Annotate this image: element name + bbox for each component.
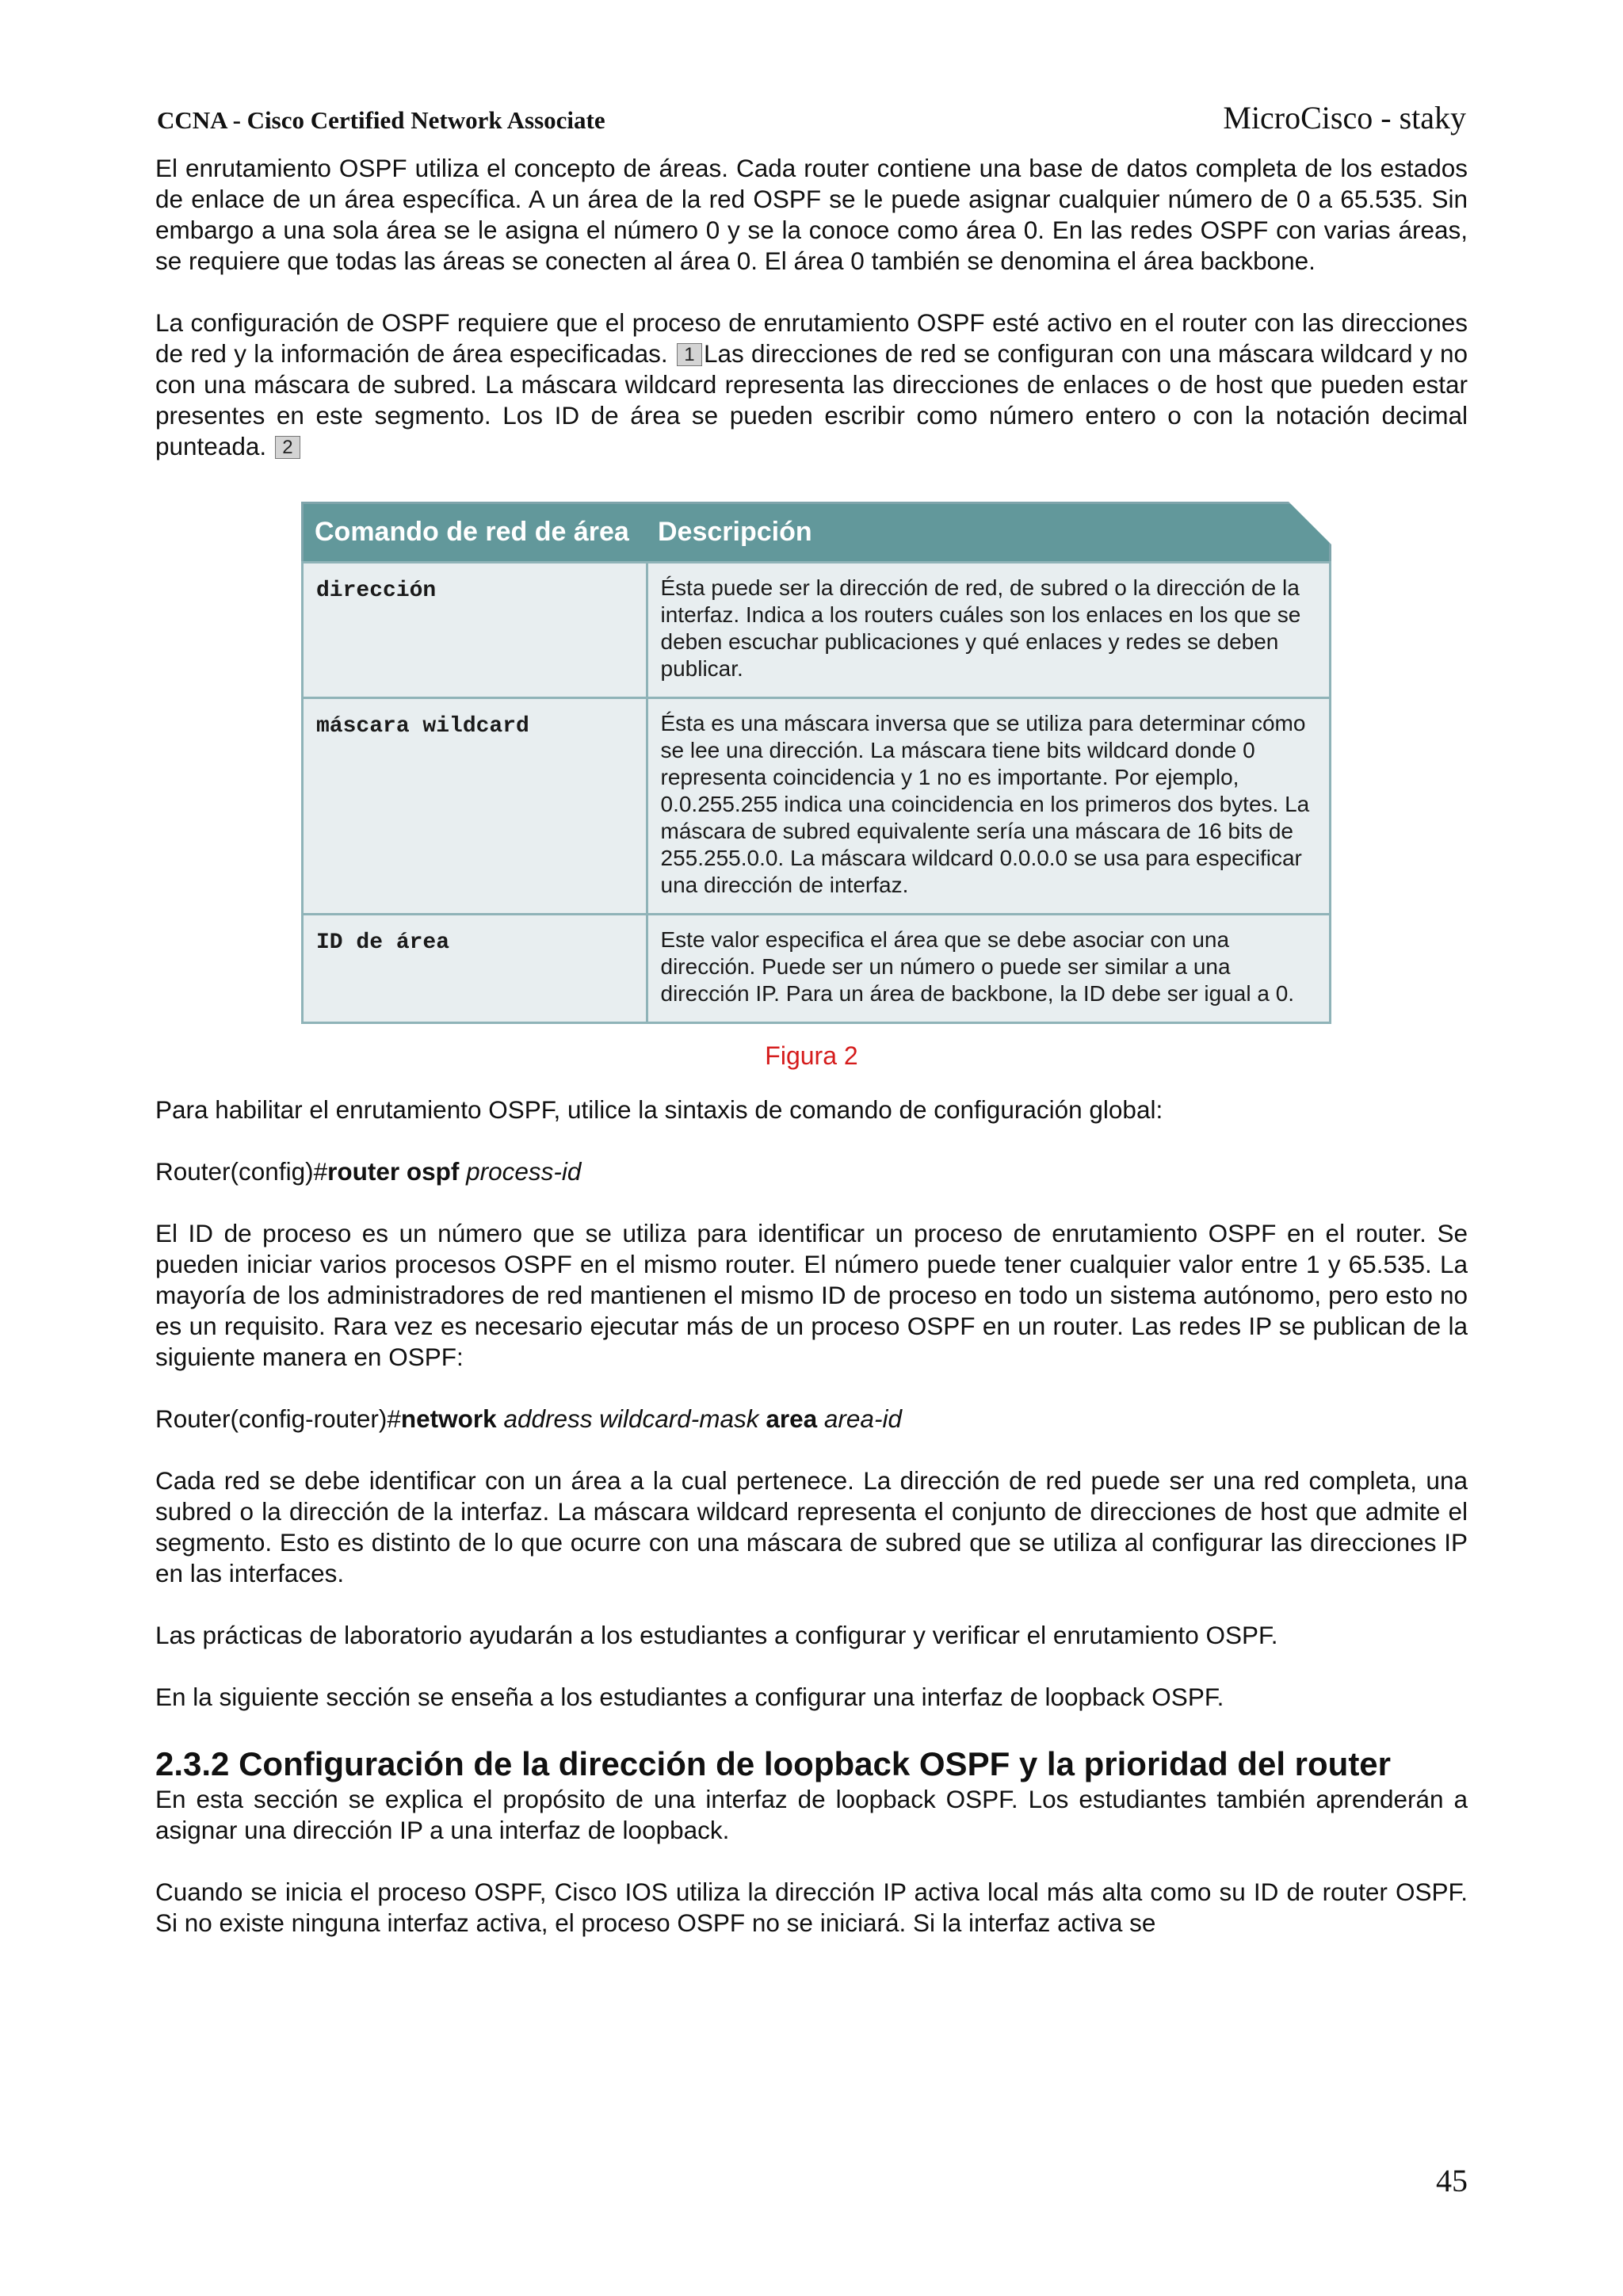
page-header bbox=[157, 94, 1466, 141]
command-keyword: area bbox=[766, 1404, 818, 1433]
table-header-description: Descripción bbox=[647, 503, 1331, 563]
paragraph-labs: Las prácticas de laboratorio ayudarán a los estudiantes a configurar y verificar el enrutamiento OSPF. bbox=[155, 1621, 1278, 1649]
paragraph-configuration-b: Las direcciones de red se configuran con una máscara wildcard y no con una máscara de subred. La máscara wildcard representa las direcciones de enlaces o de host que pueden estar presentes en este segmento. Los ID de área se pueden escribir como número entero o con la notación decimal punteada. bbox=[155, 339, 1468, 460]
table-row bbox=[303, 563, 1331, 698]
table-corner-cut bbox=[1286, 499, 1334, 547]
table-cell-description: Ésta es una máscara inversa que se utiliza para determinar cómo se lee una dirección. La máscara tiene bits wildcard donde 0 representa coincidencia y 1 no es importante. Por ejemplo, 0.0.255.255 indica una coincidencia en los primeros dos bytes. La máscara de subred equivalente sería una máscara de 16 bits de 255.255.0.0. La máscara wildcard 0.0.0.0 se usa para especificar una dirección de interfaz. bbox=[647, 698, 1331, 915]
paragraph-configuration-a: La configuración de OSPF requiere que el proceso de enrutamiento OSPF esté activo en el router con las direcciones de red y la información de área especificadas. bbox=[155, 308, 1468, 368]
paragraph-process-id: El ID de proceso es un número que se utiliza para identificar un proceso de enrutamiento OSPF en el router. Se pueden iniciar varios procesos OSPF en el mismo router. El número puede tener cualquier valor entre 1 y 65.535. La mayoría de los administradores de red mantienen el mismo ID de proceso en todo un sistema autónomo, pero esto no es un requisito. Rara vez es necesario ejecutar más de un proceso OSPF en un router. Las redes IP se publican de la siguiente manera en OSPF: bbox=[155, 1219, 1468, 1371]
command-keyword: router ospf bbox=[327, 1157, 460, 1186]
page-number: 45 bbox=[1436, 2163, 1468, 2199]
figure-caption: Figura 2 bbox=[765, 1041, 858, 1070]
command-router-ospf bbox=[155, 1156, 1468, 1187]
paragraph-configuration bbox=[155, 308, 1468, 462]
command-keyword: network bbox=[400, 1404, 497, 1433]
command-argument: process-id bbox=[466, 1157, 582, 1186]
paragraph-router-id: Cuando se inicia el proceso OSPF, Cisco IOS utiliza la dirección IP activa local más alta como su ID de router OSPF. Si no existe ninguna interfaz activa, el proceso OSPF no se iniciará. Si la interfaz activa se bbox=[155, 1878, 1468, 1937]
table-cell-command: máscara wildcard bbox=[303, 698, 647, 915]
paragraph-loopback-intro: En esta sección se explica el propósito de una interfaz de loopback OSPF. Los estudiantes también aprenderán a asignar una dirección IP a una interfaz de loopback. bbox=[155, 1785, 1468, 1844]
table-row bbox=[303, 915, 1331, 1023]
page-content bbox=[155, 153, 1468, 1939]
table-header-command: Comando de red de área bbox=[303, 503, 647, 563]
table-cell-command: dirección bbox=[303, 563, 647, 698]
command-prefix: Router(config)# bbox=[155, 1157, 328, 1186]
command-prefix: Router(config-router)# bbox=[155, 1404, 401, 1433]
paragraph-network-area: Cada red se debe identificar con un área a la cual pertenece. La dirección de red puede ser una red completa, una subred o la dirección de la interfaz. La máscara wildcard representa el conjunto de direcciones de host que admite el segmento. Esto es distinto de lo que ocurre con una máscara de subred que se utiliza al configurar las direcciones IP en las interfaces. bbox=[155, 1466, 1468, 1587]
paragraph-areas: El enrutamiento OSPF utiliza el concepto de áreas. Cada router contiene una base de datos completa de los estados de enlace de un área específica. A un área de la red OSPF se le puede asignar cualquier número de 0 a 65.535. Sin embargo a una sola área se le asigna el número 0 y se la conoce como área 0. En las redes OSPF con varias áreas, se requiere que todas las áreas se conecten al área 0. El área 0 también se denomina el área backbone. bbox=[155, 154, 1468, 275]
header-author: MicroCisco - staky bbox=[1223, 100, 1466, 136]
table-cell-description: Ésta puede ser la dirección de red, de subred o la dirección de la interfaz. Indica a los routers cuáles son los enlaces en los que se deben escuchar publicaciones y qué enlaces y redes se deben publicar. bbox=[647, 563, 1331, 698]
command-argument: area-id bbox=[823, 1404, 902, 1433]
table-cell-command: ID de área bbox=[303, 915, 647, 1023]
header-title: CCNA - Cisco Certified Network Associate bbox=[157, 106, 605, 134]
figure-ref-1[interactable]: 1 bbox=[677, 343, 702, 366]
command-argument: address wildcard-mask bbox=[503, 1404, 759, 1433]
section-heading: 2.3.2 Configuración de la dirección de loopback OSPF y la prioridad del router bbox=[155, 1745, 1392, 1782]
table-header-row bbox=[303, 503, 1331, 563]
paragraph-enable-ospf: Para habilitar el enrutamiento OSPF, utilice la sintaxis de comando de configuración global: bbox=[155, 1095, 1163, 1124]
figure-2 bbox=[301, 502, 1331, 1024]
figure-ref-2[interactable]: 2 bbox=[275, 436, 300, 459]
ospf-command-table bbox=[301, 502, 1331, 1024]
command-network bbox=[155, 1404, 1468, 1435]
paragraph-next-section: En la siguiente sección se enseña a los estudiantes a configurar una interfaz de loopback OSPF. bbox=[155, 1683, 1224, 1711]
table-cell-description: Este valor especifica el área que se debe asociar con una dirección. Puede ser un número o puede ser similar a una dirección IP. Para un área de backbone, la ID debe ser igual a 0. bbox=[647, 915, 1331, 1023]
table-row bbox=[303, 698, 1331, 915]
